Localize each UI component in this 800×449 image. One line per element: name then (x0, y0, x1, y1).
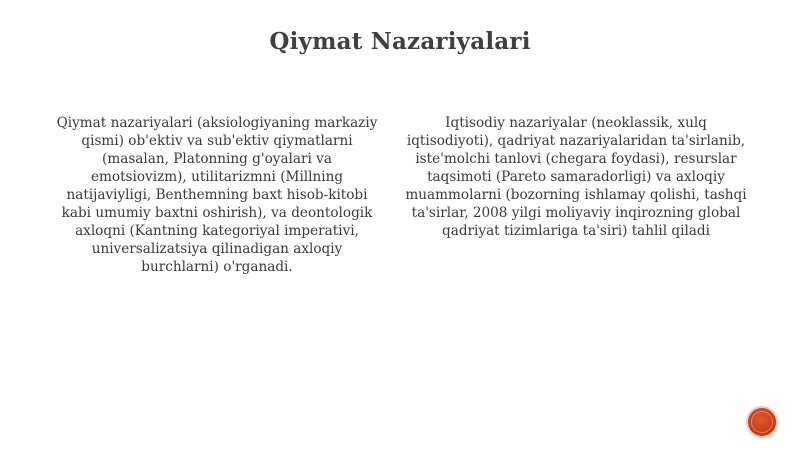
left-text-column: Qiymat nazariyalari (aksiologiyaning markaziy qismi) ob'ektiv va sub'ektiv qiymatlarni (masalan, Platonning g'oyalari va emotsiovizm), utilitarizmni (Millning natijaviyligi, Benthemning baxt hisob-kitobi kabi umumiy baxtni oshirish), va deontologik axloqni (Kantning kategoriyal imperativi, universalizatsiya qilinadigan axloqiy burchlarni) o'rganadi. (56, 115, 378, 275)
slide-title: Qiymat Nazariyalari (269, 28, 531, 55)
right-text-column: Iqtisodiy nazariyalar (neoklassik, xulq iqtisodiyoti), qadriyat nazariyalaridan ta'sirlanib, iste'molchi tanlovi (chegara foydasi), resurslar taqsimoti (Pareto samaradorligi) va axloqiy muammolarni (bozorning ishlamay qolishi, tashqi ta'sirlar, 2008 yilgi moliyaviy inqirozning global qadriyat tizimlariga ta'siri) tahlil qiladi (405, 115, 747, 239)
slide-nav-button[interactable] (748, 408, 776, 436)
